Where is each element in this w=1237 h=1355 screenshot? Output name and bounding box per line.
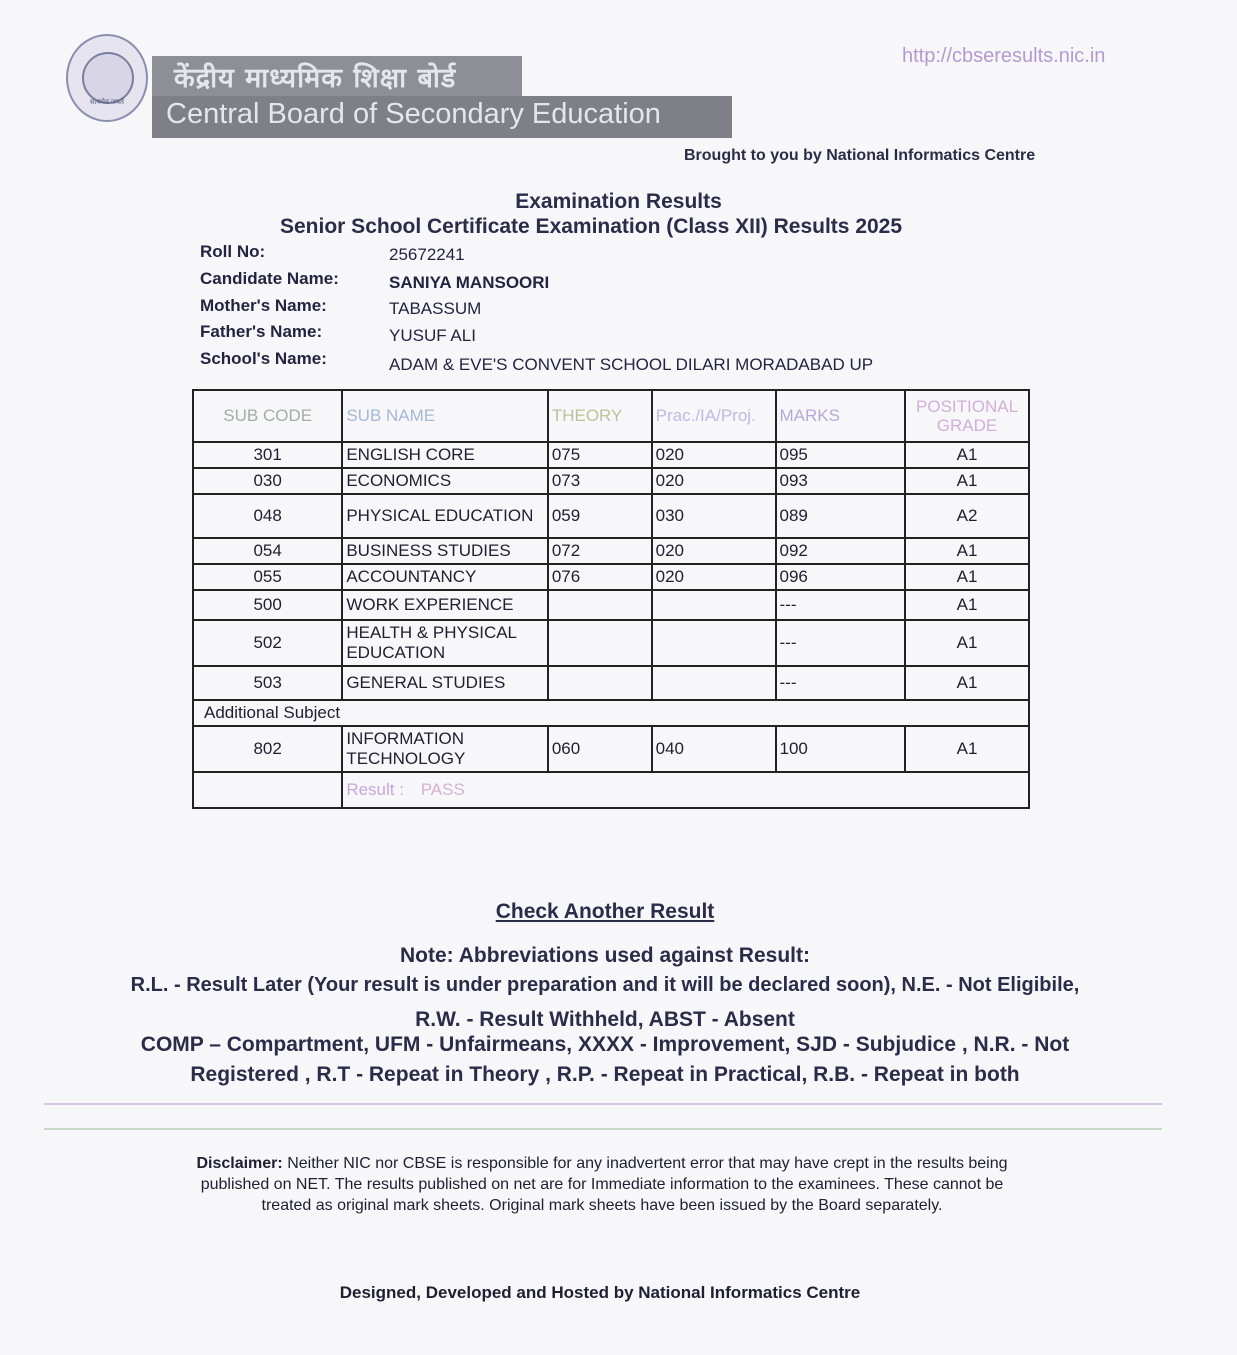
sub-code: 500: [193, 590, 342, 620]
practical: [652, 590, 776, 620]
sub-code: 502: [193, 620, 342, 666]
grade: A1: [905, 726, 1029, 772]
disclaimer: [182, 1153, 1022, 1216]
sub-code: 055: [193, 564, 342, 590]
grade: A1: [905, 620, 1029, 666]
sub-code: 802: [193, 726, 342, 772]
name-label: Candidate Name:: [200, 269, 339, 288]
mother-value: TABASSUM: [389, 299, 482, 318]
practical: 020: [652, 564, 776, 590]
mother-label: Mother's Name:: [200, 296, 327, 315]
name-value: SANIYA MANSOORI: [389, 273, 550, 292]
abbr-line-4: Registered , R.T - Repeat in Theory , R.P. - Repeat in Practical, R.B. - Repeat in both: [190, 1063, 1020, 1086]
table-row: [193, 620, 1029, 666]
marks: 095: [776, 442, 906, 468]
theory: [548, 590, 652, 620]
sub-name: WORK EXPERIENCE: [342, 590, 548, 620]
school-value: ADAM & EVE'S CONVENT SCHOOL DILARI MORADABAD UP: [389, 355, 874, 374]
table-row: [193, 726, 1029, 772]
footer-credit: Designed, Developed and Hosted by National Informatics Centre: [339, 1283, 861, 1302]
marks: 093: [776, 468, 906, 494]
emblem-motto: सत्यमेव जयते: [89, 99, 125, 106]
theory: [548, 620, 652, 666]
additional-subject-label: Additional Subject: [193, 700, 1029, 726]
table-row: [193, 468, 1029, 494]
sub-code: 054: [193, 538, 342, 564]
header-grade: POSITIONAL GRADE: [905, 390, 1029, 442]
english-banner: [152, 96, 732, 138]
hindi-banner: [152, 56, 522, 96]
sub-code: 030: [193, 468, 342, 494]
practical: [652, 620, 776, 666]
table-row: [193, 494, 1029, 538]
abbr-line-2: R.W. - Result Withheld, ABST - Absent: [415, 1008, 795, 1031]
additional-subject-row: [193, 700, 1029, 726]
father-label: Father's Name:: [200, 322, 323, 341]
theory: 076: [548, 564, 652, 590]
school-label: School's Name:: [200, 349, 327, 368]
sub-name: GENERAL STUDIES: [342, 666, 548, 700]
practical: 020: [652, 442, 776, 468]
marks: 096: [776, 564, 906, 590]
result-value: PASS: [420, 780, 465, 799]
result-cell: [342, 772, 1029, 808]
grade: A1: [905, 538, 1029, 564]
table-row: [193, 538, 1029, 564]
sub-code: 048: [193, 494, 342, 538]
practical: 020: [652, 468, 776, 494]
grade: A2: [905, 494, 1029, 538]
table-row: [193, 666, 1029, 700]
roll-value: 25672241: [389, 245, 465, 264]
disclaimer-text: Neither NIC nor CBSE is responsible for any inadvertent error that may have crept in the results being published on NET. The results published on net are for Immediate information to the examinees. These cannot be treated as original mark sheets. Original mark sheets have been issued by the Board separately.: [200, 1155, 1008, 1214]
table-row: [193, 442, 1029, 468]
sub-name: ECONOMICS: [342, 468, 548, 494]
sub-name: INFORMATION TECHNOLOGY: [342, 726, 548, 772]
disclaimer-label: Disclaimer:: [196, 1155, 283, 1172]
theory: 073: [548, 468, 652, 494]
theory: 075: [548, 442, 652, 468]
marks: 089: [776, 494, 906, 538]
theory: 072: [548, 538, 652, 564]
english-board-name: Central Board of Secondary Education: [166, 98, 661, 130]
marks: 092: [776, 538, 906, 564]
result-empty-cell: [193, 772, 342, 808]
practical: 030: [652, 494, 776, 538]
sub-code: 503: [193, 666, 342, 700]
marks: 100: [776, 726, 906, 772]
page-title: Examination Results: [515, 190, 722, 213]
hindi-board-name: केंद्रीय माध्यमिक शिक्षा बोर्ड: [174, 63, 457, 94]
header-practical: Prac./IA/Proj.: [652, 390, 776, 442]
theory: [548, 666, 652, 700]
marks: ---: [776, 620, 906, 666]
practical: [652, 666, 776, 700]
table-row: [193, 590, 1029, 620]
practical: 040: [652, 726, 776, 772]
header-sub-name: SUB NAME: [342, 390, 548, 442]
grade: A1: [905, 564, 1029, 590]
result-label: Result :: [346, 780, 404, 799]
roll-label: Roll No:: [200, 242, 266, 261]
divider: [44, 1103, 1162, 1105]
sub-code: 301: [193, 442, 342, 468]
sub-name: PHYSICAL EDUCATION: [342, 494, 548, 538]
practical: 020: [652, 538, 776, 564]
sub-name: ACCOUNTANCY: [342, 564, 548, 590]
marks: ---: [776, 666, 906, 700]
result-row: [193, 772, 1029, 808]
cbse-emblem: [66, 34, 148, 122]
sub-name: HEALTH & PHYSICAL EDUCATION: [342, 620, 548, 666]
grade: A1: [905, 468, 1029, 494]
divider: [44, 1128, 1162, 1130]
note-title: Note: Abbreviations used against Result:: [400, 944, 810, 967]
abbr-line-3: COMP – Compartment, UFM - Unfairmeans, XXXX - Improvement, SJD - Subjudice , N.R. - Not: [140, 1033, 1070, 1056]
theory: 060: [548, 726, 652, 772]
header-marks: MARKS: [776, 390, 906, 442]
check-another-result-link[interactable]: Check Another Result: [495, 900, 715, 923]
header-theory: THEORY: [548, 390, 652, 442]
table-header-row: [193, 390, 1029, 442]
exam-title: Senior School Certificate Examination (Class XII) Results 2025: [280, 215, 903, 238]
grade: A1: [905, 442, 1029, 468]
brought-by: Brought to you by National Informatics Centre: [684, 147, 1036, 164]
site-url[interactable]: http://cbseresults.nic.in: [902, 45, 1106, 67]
marks-table: [192, 389, 1030, 809]
theory: 059: [548, 494, 652, 538]
father-value: YUSUF ALI: [389, 326, 476, 345]
check-another-result: [0, 900, 1210, 924]
grade: A1: [905, 590, 1029, 620]
grade: A1: [905, 666, 1029, 700]
sub-name: ENGLISH CORE: [342, 442, 548, 468]
table-row: [193, 564, 1029, 590]
abbr-line-1: R.L. - Result Later (Your result is under preparation and it will be declared soon), N.E. - Not Eligibile,: [130, 974, 1080, 996]
emblem-icon: [82, 52, 134, 104]
marks: ---: [776, 590, 906, 620]
header-sub-code: SUB CODE: [193, 390, 342, 442]
sub-name: BUSINESS STUDIES: [342, 538, 548, 564]
